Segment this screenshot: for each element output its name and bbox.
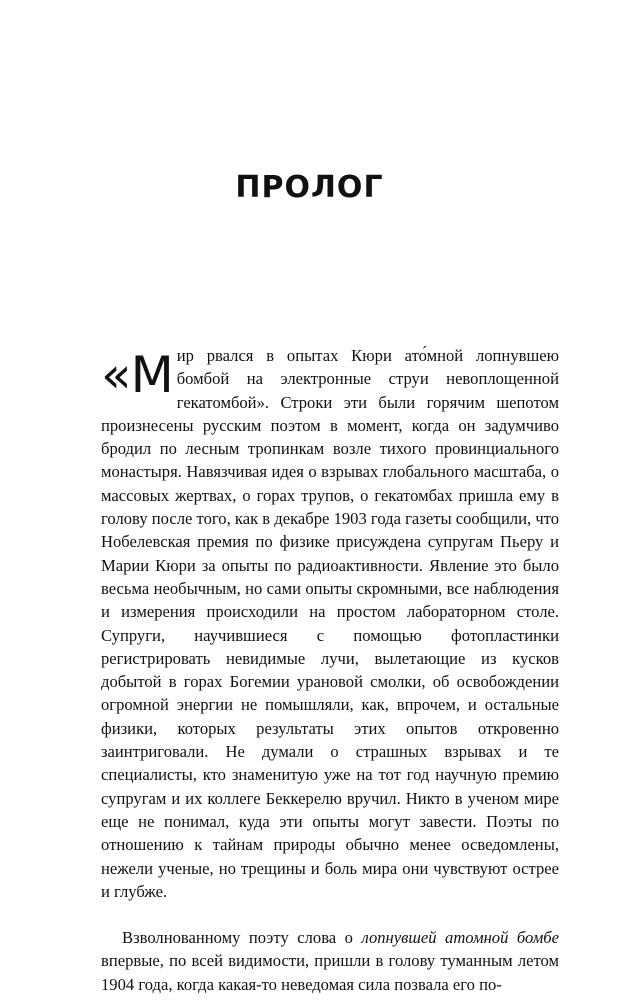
- paragraph-2-rest: впервые, по всей видимости, пришли в голову туманным летом 1904 года, когда какая-то неведомая сила позвала его по-: [101, 951, 559, 994]
- paragraph-2-start: Взволнованному поэту слова о: [122, 928, 362, 948]
- paragraph-1-text: ир рвался в опытах Кюри ато́мной лопнувшею бомбой на электронные струи невоплощенной гекатомбой». Строки эти были горячим шепотом произнесены русским поэтом в момент, когда он задумчиво бродил по лесным тропинкам возле тихого провинциального монастыря. Навязчивая идея о взрывах глобального масштаба, о массовых жертвах, о горах трупов, о гекатомбах пришла ему в голову после того, как в декабре 1903 года газеты сообщили, что Нобелевская премия по физике присуждена супругам Пьеру и Марии Кюри за опыты по радиоактивности. Явление это было весьма необычным, но сами опыты скромными, все наблюдения и измерения происходили на простом лабораторном столе. Супруги, научившиеся с помощью фотопластинки регистрировать невидимые лучи, вылетающие из кусков добытой в горах Богемии урановой смолки, об освобождении огромной энергии не помышляли, как, впрочем, и остальные физики, которых результаты этих опытов откровенно заинтриговали. Не думали о страшных взрывах и те специалисты, кто знаменитую уже на тот год научную премию супругам и их коллеге Беккерелю вручил. Никто в ученом мире еще не понимал, куда эти опыты могут завести. Поэты по отношению к тайнам природы обычно менее осведомлены, нежели ученые, но трещины и боль мира они чувствуют острее и глубже.: [101, 346, 559, 901]
- body-text: [101, 344, 559, 996]
- chapter-title: ПРОЛОГ: [235, 170, 384, 205]
- paragraph-2: [101, 926, 559, 996]
- drop-cap: «М: [101, 346, 173, 404]
- paragraph-2-emphasis: лопнувшей атомной бомбе: [361, 928, 559, 948]
- paragraph-1: [101, 344, 559, 903]
